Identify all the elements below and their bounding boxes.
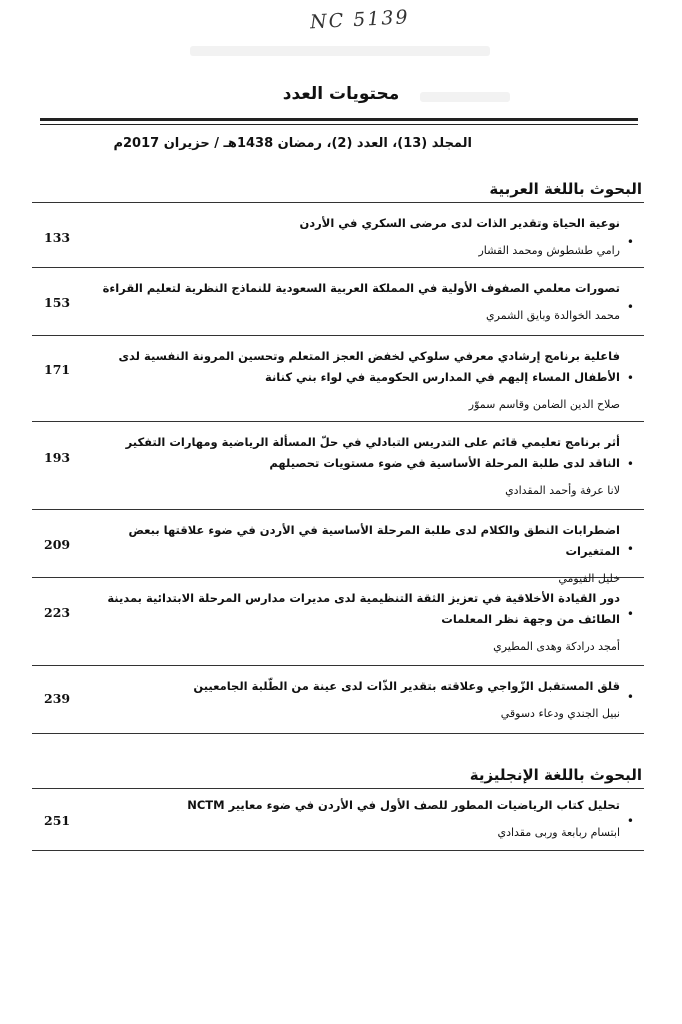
entry-title: نوعية الحياة وتقدير الذات لدى مرضى السكري في الأردن bbox=[299, 216, 620, 230]
entry-page-number: 171 bbox=[44, 362, 71, 377]
arabic-research-section bbox=[32, 176, 644, 734]
entry-authors: أمجد درادكة وهدى المطيري bbox=[493, 640, 620, 653]
issue-info: المجلد (13)، العدد (2)، رمضان 1438هـ / حزيران 2017م bbox=[113, 136, 472, 151]
page-title: محتويات العدد bbox=[282, 84, 400, 104]
toc-entry[interactable] bbox=[32, 422, 644, 510]
toc-entry[interactable] bbox=[32, 336, 644, 422]
entry-authors: محمد الخوالدة وبايق الشمري bbox=[486, 309, 620, 322]
bullet-icon: • bbox=[626, 457, 634, 471]
toc-entry[interactable] bbox=[32, 666, 644, 734]
entry-authors: خليل الفيومي bbox=[558, 572, 620, 585]
section-heading-english: البحوث باللغة الإنجليزية bbox=[469, 766, 642, 784]
english-entries-list bbox=[32, 788, 644, 851]
bullet-icon: • bbox=[626, 607, 634, 621]
toc-entry[interactable] bbox=[32, 203, 644, 268]
entry-title: تصورات معلمي الصفوف الأولية في المملكة العربية السعودية للنماذج النظرية لتعليم القراءة bbox=[102, 281, 620, 295]
entry-title: أثر برنامج تعليمي قائم على التدريس التبادلي في حلّ المسألة الرياضية ومهارات التفكير الناقد لدى طلبة المرحلة الأساسية في ضوء مستويات تحصيلهم bbox=[125, 435, 620, 470]
toc-entry[interactable] bbox=[32, 268, 644, 336]
entry-title: دور القيادة الأخلاقية في تعزيز الثقة التنظيمية لدى مديرات مدارس المرحلة الابتدائية بمدينة الطائف من وجهة نظر المعلمات bbox=[107, 591, 620, 626]
bullet-icon: • bbox=[626, 235, 634, 249]
entry-title: فاعلية برنامج إرشادي معرفي سلوكي لخفض العجز المتعلم وتحسين المرونة النفسية لدى الأطفال المساء إليهم في المدارس الحكومية في لواء بني كنانة bbox=[118, 349, 620, 384]
english-research-section bbox=[32, 762, 644, 851]
bullet-icon: • bbox=[626, 542, 634, 556]
entry-page-number: 239 bbox=[44, 691, 71, 706]
arabic-entries-list bbox=[32, 202, 644, 734]
entry-page-number: 193 bbox=[44, 450, 71, 465]
entry-authors: ابتسام ربابعة وربى مقدادي bbox=[497, 826, 620, 839]
bullet-icon: • bbox=[626, 814, 634, 828]
faint-bleedthrough-line bbox=[190, 46, 490, 56]
title-rule-thin bbox=[40, 124, 638, 125]
bullet-icon: • bbox=[626, 300, 634, 314]
entry-authors: نبيل الجندي ودعاء دسوقي bbox=[500, 707, 620, 720]
entry-page-number: 133 bbox=[44, 230, 71, 245]
entry-authors: لانا عرفة وأحمد المقدادي bbox=[505, 484, 620, 497]
entry-authors: صلاح الدين الضامن وقاسم سموّر bbox=[468, 398, 620, 411]
toc-entry[interactable] bbox=[32, 510, 644, 585]
entry-title: تحليل كتاب الرياضيات المطور للصف الأول في الأردن في ضوء معايير NCTM bbox=[187, 798, 620, 812]
section-heading-arabic: البحوث باللغة العربية bbox=[489, 180, 642, 198]
entry-page-number: 209 bbox=[44, 537, 71, 552]
entry-title: قلق المستقبل الزّواجي وعلاقته بتقدير الذّات لدى عينة من الطّلبة الجامعيين bbox=[193, 679, 620, 693]
bullet-icon: • bbox=[626, 371, 634, 385]
entry-authors: رامي طشطوش ومحمد القشار bbox=[478, 244, 620, 257]
entry-page-number: 153 bbox=[44, 295, 71, 310]
toc-entry[interactable] bbox=[32, 578, 644, 666]
toc-entry[interactable] bbox=[32, 789, 644, 851]
entry-page-number: 251 bbox=[44, 813, 71, 828]
entry-title: اضطرابات النطق والكلام لدى طلبة المرحلة الأساسية في الأردن في ضوء علاقتها ببعض المتغيرات bbox=[128, 523, 620, 558]
entry-page-number: 223 bbox=[44, 605, 71, 620]
bullet-icon: • bbox=[626, 690, 634, 704]
title-rule-thick bbox=[40, 118, 638, 121]
handwritten-catalog-note: NC 5139 bbox=[309, 6, 411, 34]
